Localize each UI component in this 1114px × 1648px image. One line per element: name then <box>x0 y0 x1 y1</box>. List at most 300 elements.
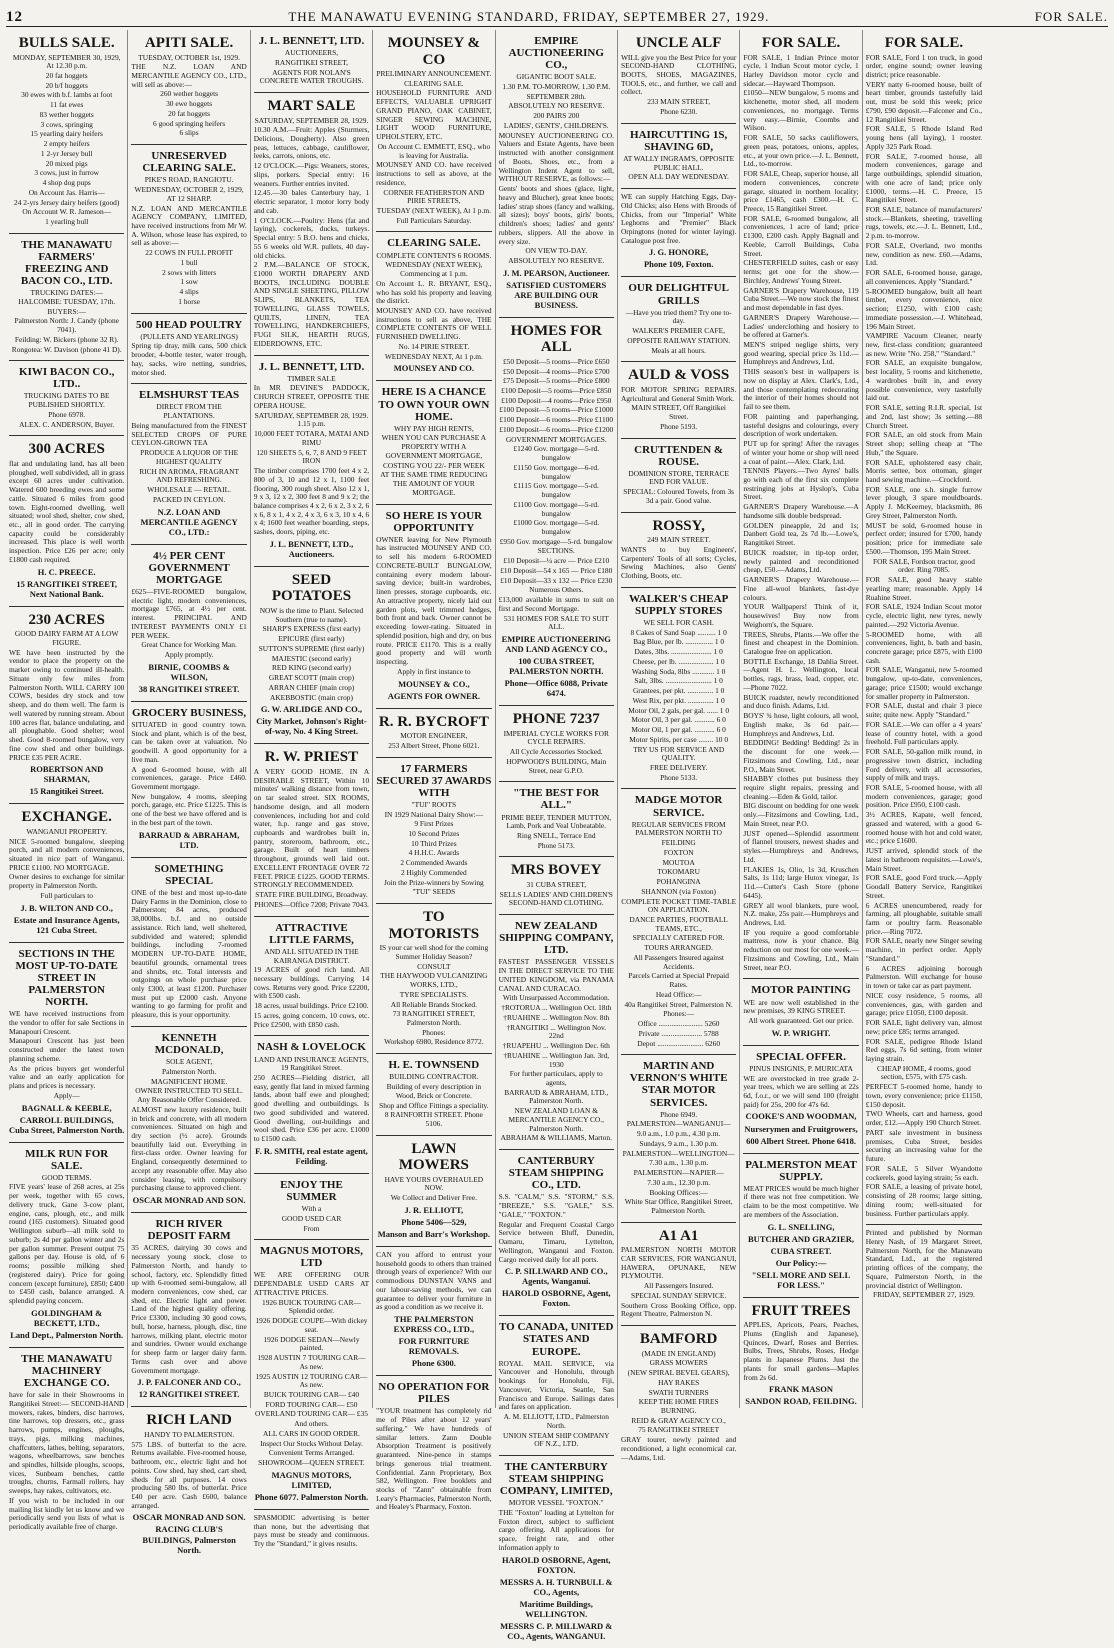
ad-body-line: UNION STEAM SHIP COMPANY OF N.Z., LTD. <box>503 1430 610 1449</box>
ad-body-line: WE are now well established in the new premises, 39 KING STREET. <box>743 997 859 1016</box>
advertisement <box>131 545 246 702</box>
ad-body-line: PALMERSTON—NAPIER— <box>633 1168 724 1178</box>
ad-body-line: †RUAHINE ... Wellington Nov. 8th <box>503 1012 610 1022</box>
ad-body-line: £1050—NEW bungalow, 5 rooms and kitchenette, motor shed, all modern conveniences, no mortgage. Terms very easy.—Birnie, Coombs and Wilson. <box>743 88 859 133</box>
ad-body-line: PINUS INSIGNIS, P. MURICATA <box>749 1063 853 1073</box>
ad-body-line: TRUCKING DATES:— HALCOMBE: TUESDAY, 17th. <box>18 288 116 306</box>
ad-body-line: IN 1929 National Dairy Show:— <box>384 809 484 819</box>
ad-body-line: FEILDING <box>661 838 696 848</box>
ad-body-line: 20 fat hoggets <box>168 108 211 118</box>
ad-body-line: Motor Oil, 3 per gal. ........... 6 0 <box>631 715 726 725</box>
ad-body-line: GREAT SCOTT (main crop) <box>268 673 355 683</box>
ad-body-line: STATE FIRE BUILDING, Broadway. <box>255 890 368 900</box>
ad-body-line: 260 wether hoggets <box>160 89 219 99</box>
ad-body-line: FOR SALE, an exquisite bungalow, best locality, 5 rooms and kitchenette, 4 wardrobes built in, and every possible convenience, very tastefully laid out. <box>865 358 983 403</box>
ad-body-line: FOR SALE, 5 Silver Wyandotte cockerels, good laying strain; 5s each. <box>865 1163 983 1182</box>
ad-body-line: 20 fat hoggets <box>45 70 88 80</box>
ad-body-line: 9 First Prizes <box>414 819 454 829</box>
ad-body-line: PRODUCE A LIQUOR OF THE HIGHEST QUALITY <box>140 448 239 466</box>
ad-body-line: GOOD TERMS. <box>41 1172 92 1182</box>
ad-body-line: £10 Deposit—33 x 132 — Price £230 <box>500 575 613 585</box>
ad-heading: WALKER'S CHEAP SUPPLY STORES <box>628 592 729 617</box>
ad-body-line: £1240 Gov. mortgage—5-rd. bungalow <box>513 444 600 463</box>
ad-signature: MAGNUS MOTORS, LIMITED, <box>271 1469 352 1490</box>
ad-body-line: A. M. ELLIOTT, LTD., Palmerston North. <box>503 1412 609 1430</box>
ad-body-line: WILL give you the Best Price for your SECOND-HAND CLOTHING, BOOTS, SHOES, MAGAZINES, TOOLS, etc., and further, we call and collect. <box>620 52 737 97</box>
ad-body-line: FOR SALE, good Ford truck.—Apply Goodall Battery Service, Rangitikei Street. <box>865 873 983 900</box>
ad-body-line: †ROTORUA ... Wellington Oct. 18th <box>501 1003 612 1013</box>
ad-body-line: 12.45.—30 bales Canterbury hay, 1 electric separator, 1 motor lorry body and cab. <box>253 188 370 215</box>
ad-body-line: FOR SALE, 6-roomed house, garage, all conveniences. Apply "Standard." <box>865 268 983 286</box>
advertisement <box>743 1154 858 1298</box>
ad-body-line: £100 Deposit—6 rooms—Price £1200 <box>499 424 614 434</box>
ad-body-line: If you wish to be included in our mailing list kindly let us know and we periodically send you lists of what is periodically available free of charge. <box>9 1495 125 1532</box>
advertisement <box>9 361 124 436</box>
advertisement <box>499 782 614 857</box>
ad-signature: "SELL MORE AND SELL FOR LESS." <box>751 1269 851 1290</box>
ad-body-line: FREE DELIVERY. <box>649 763 708 772</box>
masthead <box>6 8 1108 27</box>
ad-body-line: WE ARE OFFERING OUR DEPENDABLE USED CARS AT ATTRACTIVE PRICES. <box>253 1270 370 1297</box>
ad-signature: BIRNIE, COOMBS & WILSON, <box>148 661 230 682</box>
ad-body-line: Phones: <box>422 1027 446 1037</box>
advertisement <box>743 30 858 979</box>
ad-body-line: 4 slips <box>179 287 199 297</box>
ad-signature: GOLDINGHAM & BECKETT, LTD., <box>31 1307 103 1328</box>
ad-body-line: For further particulars, apply to agents, <box>509 1069 603 1087</box>
advertisement <box>9 30 124 234</box>
ad-body-line: As the prices buyers get wonderful value and an early application for plans and prices is necessary. <box>9 1063 125 1091</box>
ad-body-line: 250 ACRES—Fielding district, all easy, gently flat land in mixed farming lands, about half ewe and ploughed; good dwelling and outbuildings. Is two good subdivided and watered. Good dwelling, out-buildings and wool shed. Price £36 per acre. £1000 to £1500 cash. <box>253 1072 370 1144</box>
ad-body-line: Regular and Frequent Coastal Cargo Service between Bluff, Dunedin, Oamaru, Timaru, Lyttelton, Wellington, Wanganui and Foxton. Cargo received daily for all ports. <box>498 1219 614 1264</box>
advertisement <box>499 1150 614 1316</box>
ad-body-line: MAIN STREET, Off Rangitikei Street. <box>631 403 726 422</box>
column-4 <box>373 30 495 1512</box>
ad-body-line: 1 yearling bull <box>45 216 89 226</box>
ad-heading: J. L. BENNETT, LTD. <box>258 35 365 47</box>
ad-heading: THE CANTERBURY STEAM SHIPPING COMPANY, LIMITED, <box>499 1460 613 1498</box>
ad-body-line: SPASMODIC advertising is better than none, but the advertising that pays must be steady and continuous. Try the "Standard," it gives results. <box>253 1512 370 1549</box>
ad-body-line: 1 O'CLOCK.—Poultry: Hens (fat and laying), cockerels, ducks, turkeys. Special entry: 5 B.O. hens and chicks, 55 6 weeks old W.R. pullets, 40 day-old chicks. <box>253 215 370 260</box>
ad-body-line: WHOLESALE — RETAIL. <box>147 485 231 495</box>
ad-heading: HAIRCUTTING 1S, SHAVING 6D, <box>630 128 728 153</box>
advertisement <box>131 145 246 313</box>
ad-heading: MART SALE <box>267 98 356 115</box>
ad-heading: SOMETHING SPECIAL <box>154 862 224 887</box>
ad-body-line: 200 PAIRS 200 <box>533 111 580 121</box>
ad-signature: Phone—Office 6088, Private 6474. <box>504 678 608 699</box>
ad-heading: MRS BOVEY <box>511 862 602 879</box>
ad-heading: CLEARING SALE. <box>387 237 481 250</box>
ad-body-line: 249 MAIN STREET. <box>647 535 711 545</box>
ad-body-line: OVERLAND TOURING CAR— £35 <box>255 1409 368 1419</box>
advertisement <box>621 1223 736 1326</box>
advertisement <box>376 232 491 381</box>
ad-body-line: PRELIMINARY ANNOUNCEMENT. <box>376 69 492 78</box>
advertisement <box>254 1174 369 1240</box>
ad-body-line: 20 mixed pigs <box>45 158 88 168</box>
ad-body-line: Numerous Others. <box>529 585 584 595</box>
ad-body-line: FOR SALE, 5-roomed house, with all modern conveniences, garage; good position. Price £950, £100 cash. <box>865 782 983 810</box>
ad-body-line: GOVERNMENT MORTGAGES. <box>505 434 607 444</box>
ad-heading: "THE BEST FOR ALL." <box>513 787 600 812</box>
ad-body-line: 31 CUBA STREET, <box>526 879 587 889</box>
advertisement <box>376 1136 491 1247</box>
ad-body-line: WE have received instructions from the vendor to offer for sale Sections in Manapouri Crescent. <box>9 1009 125 1036</box>
ad-signature: CARROLL BUILDINGS, Cuba Street, Palmerston North. <box>9 1114 125 1135</box>
ad-heading: RICH RIVER DEPOSIT FARM <box>147 1218 231 1243</box>
ad-body-line: 1.30 P.M. TO-MORROW, 1.30 P.M. <box>502 82 611 92</box>
ad-signature: 100 CUBA STREET, PALMERSTON NORTH. <box>509 656 604 677</box>
ad-body-line: 3 cows, springing <box>40 119 93 129</box>
ad-body-line: HANDY TO PALMERSTON. <box>144 1429 235 1439</box>
ad-body-line: ABRAHAM & WILLIAMS, Marton. <box>500 1133 612 1143</box>
ad-heading: TO CANADA, UNITED STATES AND EUROPE. <box>499 1321 614 1358</box>
ad-body-line: A good 6-roomed house, with all conveniences, garage. Price £460. Government mortgage. <box>131 764 247 791</box>
advertisement <box>621 439 736 513</box>
ad-body-line: FOR SALE, pedigree Rhode Island Red eggs, 7s 6d setting, from winter laying strain. <box>865 1036 983 1064</box>
ad-body-line: Parcels Carried at Special Prepaid Rates. <box>628 971 729 990</box>
ad-body-line: "YOUR treatment has completely rid me of Piles after about 12 years' suffering." We have hundreds of similar letters. Zann Double Absorption Treatment is positively guaranteed. Nine-pence in stamps brings generous trial treatment. Confidential. Zann Proprietary, Box 582, Wellington. Free booklets and stocks of "Zann" obtainable from Leary's Pharmacies, Palmerston North, and Healey's Pharmacy, Foxton. <box>376 1406 492 1512</box>
ad-body-line: Gents' boots and shoes (glace, light, heavy and Blucher), great knee boots; ladies' strap shoes (fancy and walking, all sizes); boys' boots, girls' boots, children's shoes; ladies' and gents' rubbers, slippers. All the above in every size. <box>498 184 614 246</box>
ad-body-line: Inspect Our Stocks Without Delay. <box>260 1438 363 1448</box>
ad-body-line: 253 Albert Street, Phone 6021. <box>388 740 480 750</box>
ad-body-line: FOR SALE, Fordson tractor, good order. Ring 7085. <box>872 556 975 575</box>
ad-body-line: Phone 5173. <box>537 840 575 850</box>
ad-body-line: 83 wether hoggets <box>39 109 94 119</box>
ad-body-line: CLEARING SALE. <box>404 78 464 88</box>
ad-body-line: 1925 AUSTIN 12 TOURING CAR—As new. <box>255 1371 368 1390</box>
ad-body-line: Palmerston North. <box>161 1066 217 1076</box>
ad-body-line: REGULAR SERVICES FROM PALMERSTON NORTH TO <box>631 819 726 838</box>
ad-body-line: All Passengers Insured. <box>643 1281 714 1291</box>
ad-body-line: RICH IN AROMA, FRAGRANT AND REFRESHING. <box>139 466 239 485</box>
ad-body-line: 3 cows, just in furrow <box>34 168 100 178</box>
ad-body-line: S.S. "CALM," S.S. "STORM," S.S. "BREEZE," S.S. "GALE," S.S. "GALE," "FOXTON." <box>498 1192 614 1219</box>
ad-body-line: FIVE years' lease of 268 acres, at 25s per week, together with 65 cows, delivery truck, Gane 3-cow plant, engine, cans, plough, etc., and milk round (165 customers). Situated good Wellington suburb—all milk sold to suburb; 2s 4d per gallon winter and 2s per gallon summer. Present output 75 gallons per day. House is old, of 6 rooms; possible milking shed (registered dairy). Price for going concern (except furniture), £850; £400 to £450 cash, balance arranged. A splendid paying concern. <box>9 1182 125 1306</box>
ad-body-line: WE are overstocked in tree grade 2-year trees, which we are selling at 22s 6d, f.o.r., or we will send 100 (freight paid) for 25s, 200 for 47s 6d. <box>743 1073 859 1109</box>
ad-body-line: GOOD DAIRY FARM AT A LOW FIGURE. <box>14 629 119 647</box>
ad-body-line: TOURS ARRANGED. <box>644 943 713 953</box>
ad-body-line: 9.0 a.m., 1.0 p.m., 4.30 p.m. <box>636 1129 721 1139</box>
ad-body-line: 1926 BUICK TOURING CAR—Splendid order. <box>262 1297 361 1316</box>
ad-body-line: WALKER'S PREMIER CAFE, <box>632 326 725 336</box>
ad-body-line: GARNER'S Drapery Warehouse.—Fine all-wool blankets, fast-dye colours. <box>743 575 859 602</box>
ad-body-line: MUST be sold, 6-roomed house in perfect order; insured for £700, handy position; price for immediate sale £500.—Thomson, 195 Main Street. <box>865 520 983 556</box>
ad-body-line: 8 Cakes of Sand Soap .......... 1 0 <box>630 627 727 637</box>
ad-body-line: "TUI" SEEDS <box>412 887 456 897</box>
ad-body-line: All work guaranteed. Get our price. <box>748 1015 854 1025</box>
advertisement <box>254 567 369 744</box>
ad-body-line: £13,000 available in sums to suit on first and Second Mortgage. <box>498 595 614 613</box>
ad-body-line: £10 Deposit—54 x 165 — Price £180 <box>500 565 613 575</box>
ad-body-line: BUICK TOURING CAR— £40 <box>263 1390 360 1399</box>
ad-body-line: NEW ZEALAND LOAN & MERCANTILE AGENCY CO., Palmerston North. <box>508 1106 604 1133</box>
ad-signature: AGENTS FOR OWNER. <box>387 690 481 701</box>
ad-body-line: BARRAUD & ABRAHAM, LTD., Palmerston North. <box>504 1087 609 1106</box>
ad-body-line: PRIME BEEF, TENDER MUTTON, Lamb, Pork and Veal Unbeatable. <box>501 812 612 831</box>
ad-body-line: Manapouri Crescent has just been constructed under the latest town planning scheme. <box>9 1036 125 1063</box>
ad-body-line: SUTTON'S SUPREME (first early) <box>258 643 365 653</box>
ad-signature: BARRAUD & ABRAHAM, LTD. <box>138 829 240 850</box>
ad-heading: FRUIT TREES <box>751 1302 851 1319</box>
ad-body-line: ALEX. C. ANDERSON, Buyer. <box>19 419 115 429</box>
ad-body-line: 10,000 FEET TOTARA, MATAI AND RIMU <box>254 429 369 447</box>
ad-body-line: FOR SALE, 5 Rhode Island Red young hens (all laying), 1 rooster. Apply 325 Park Road. <box>865 124 983 151</box>
ad-body-line: LADIES', GENTS', CHILDREN'S. <box>503 120 609 130</box>
ad-body-line: Being manufactured from the FINEST SELECTED CROPS OF PURE CEYLON-GROWN TEA <box>131 420 247 448</box>
ad-body-line: No. 14 PIRIE STREET. <box>398 341 470 351</box>
ad-signature: Phone 5406—529, <box>401 1216 467 1227</box>
ad-body-line: Cheese, per lb. ................... 1 0 <box>632 656 725 666</box>
advertisement <box>376 381 491 504</box>
ad-body-line: 3½ ACRES, Kapate, well fenced, grassed and watered, with a good 6-roomed house with hot and cold water, etc.; price £1600. <box>865 810 983 846</box>
advertisement <box>499 1316 614 1456</box>
ad-body-line: 5-ROOMED bungalow, built all heart timber, every convenience, nice section; £1250, with £100 cash; immediate possession.—J. Whitehead, 196 Main Street. <box>865 286 983 331</box>
ad-body-line: IS your car well shod for the coming Summer Holiday Season? <box>379 943 489 961</box>
ad-body-line: 8 RAINFORTH STREET. Phone 5106. <box>384 1110 483 1128</box>
ad-body-line: PACKED IN CEYLON. <box>152 494 226 504</box>
advertisement <box>254 1240 369 1510</box>
ad-body-line: CAN you afford to entrust your household goods to others than trained through years of experience? With our commodious DUNSTAN VANS and our labour-saving methods, we can guarantee to deliver your furniture in as good a condition as we receive it. <box>376 1249 492 1312</box>
ad-body-line: BUILDING CONTRACTOR. <box>389 1072 479 1082</box>
ad-body-line: 2 Highly Commended <box>401 867 467 877</box>
ad-body-line: Phone 5133. <box>660 772 698 782</box>
ad-body-line: Depot ......................... 6260 <box>637 1038 721 1048</box>
ad-body-line: All Passengers Insured against Accidents. <box>633 952 724 971</box>
ad-heading: MILK RUN FOR SALE. <box>25 1147 109 1172</box>
ad-body-line: (MADE IN ENGLAND) <box>641 1348 716 1358</box>
newspaper-title: THE MANAWATU EVENING STANDARD, FRIDAY, SEPTEMBER 27, 1929. <box>288 9 770 24</box>
ad-body-line: Great Chance for Working Man. <box>141 640 237 650</box>
ad-body-line: Phones:— <box>663 1009 695 1019</box>
ad-signature: HAROLD OSBORNE, Agent, Foxton. <box>501 1288 611 1309</box>
ad-body-line: SPECIAL: Coloured Towels, from 3s 3d a pair. Good value. <box>623 487 735 505</box>
ad-body-line: GARNER'S Drapery Warehouse, 119 Cuba Street.—We now stock the finest and most dependable in fast dyes. <box>743 285 859 313</box>
ad-body-line: ALMOST new luxury residence, built in brick and concrete, with all modern conveniences. Situated on high and dry section (½ acre). Grounds beautifully laid out. Everything in first-class order. Owner leaving for England, consequently determined to accept any reasonable offer. May also consider leasing, with compulsory purchasing clause to approved client. <box>131 1104 247 1193</box>
ad-body-line: On Account Jas. Harris— <box>28 187 105 197</box>
ad-body-line: FOR SALE, Wanganui, new 5-roomed bungalow, up-to-date, conveniences, garage; price £1500; would exchange for smaller property in Palmerston. <box>865 665 983 701</box>
ad-body-line: FOR SALE, Overland, two months new, condition as new. £60.—Adams, Ltd. <box>865 240 983 268</box>
ad-body-line: have for sale in their Showrooms in Rangitikei Street:— SECOND-HAND mowers, rakes, binders, disc harrows, tine harrows, top dressers, etc., grass harrows, pumps, engines, ploughs, trays, pigs, milking machines, chaffcutters, lathes, belting, separators, wagons, wheelbarrows, saw benches and spindles, hillside ploughs, scoops, vices, Sunbeam benches, cattle troughs, churns, Farmall rollers, hay sweeps, hay rakes, cultivators, etc. <box>9 1390 125 1496</box>
ad-heading: R. W. PRIEST <box>264 749 359 766</box>
ad-body-line: Shop and Office Fittings a speciality. <box>379 1100 489 1110</box>
ad-body-line: FOR SALE, Cheap, superior house, all modern conveniences, concrete garage, situated in northern locality; price £1465, cash £300.—H. C. Preece, 15 Rangitikei Street. <box>743 169 859 213</box>
ad-body-line: RANGITIKEI STREET, <box>275 57 348 67</box>
ad-body-line: £100 Deposit—5 rooms—Price £850 <box>501 385 612 395</box>
ad-body-line: BUICK roadster, newly reconditioned and duco finish. Adams, Ltd. <box>743 692 859 711</box>
ad-body-line: YOUR Wallpapers! Think of it, housewives! Buy now from Weighorn's, the Square. <box>743 602 859 629</box>
ad-body-line: GREY all wool blankets, pure wool, N.Z. make, 25s pair.—Humphreys and Andrews, Ltd. <box>743 900 859 927</box>
ad-body-line: CORNER FEATHERSTON AND PIRIE STREETS, <box>383 187 485 206</box>
ad-body-line: OPEN ALL DAY WEDNESDAY. <box>628 172 729 182</box>
ad-body-line: Phone 6978. <box>48 409 86 419</box>
ad-body-line: HAY RAKES <box>658 1377 700 1387</box>
advertisement <box>376 1376 491 1518</box>
ad-body-line: MOTOR VESSEL "FOXTON." <box>508 1498 604 1508</box>
ad-body-line: —Have you tried them? Try one to-day. <box>625 307 732 326</box>
ad-body-line: ON VIEW TO-DAY. <box>525 246 588 256</box>
advertisement <box>376 904 491 1054</box>
ad-body-line: Phone 6949. <box>660 1109 698 1119</box>
advertisement <box>621 362 736 438</box>
ad-heading: PHONE 7237 <box>512 711 600 728</box>
ad-body-line: TOKOMARU <box>657 867 700 877</box>
advertisement <box>743 1046 858 1154</box>
ad-heading: H. E. TOWNSEND <box>388 1059 480 1072</box>
ad-body-line: SITUATED in good country town. Stock and plant, which is of the best, can be taken over at valuation. No goodwill. A good opportunity for a live man. <box>131 719 247 764</box>
ad-signature: MESSRS C. P. MILLWARD & CO., Agents, WANGANUI. <box>500 1620 613 1641</box>
advertisement <box>621 30 736 124</box>
ad-body-line: 75 RANGITIKEI STREET <box>638 1425 720 1435</box>
ad-body-line: GIGANTIC BOOT SALE. <box>516 72 597 82</box>
advertisement <box>621 789 736 1055</box>
ad-heading: NO OPERATION FOR PILES <box>378 1381 490 1406</box>
ad-body-line: 2 Commended Awards <box>400 858 468 868</box>
ad-body-line: (PULLETS AND YEARLINGS) <box>140 331 238 341</box>
ad-body-line: MOUNSEY AND CO. have received instructions to sell as above, THE COMPLETE CONTENTS OF WELL FURNISHED DWELLING. <box>376 305 492 342</box>
ad-body-line: 15 acres, going concern, 10 cows, etc. Price £2500, with £850 cash. <box>253 1010 370 1029</box>
advertisement <box>621 1055 736 1222</box>
ad-heading: RICH LAND <box>146 1412 232 1429</box>
advertisement <box>9 1348 124 1538</box>
ad-body-line: 7.30 a.m., 1.30 p.m. <box>649 1158 709 1168</box>
ad-body-line: Motor Oil, 2 gals, per gal. ...... 1 0 <box>628 705 730 715</box>
ad-body-line: West Rix, per pkt. .............. 1 0 <box>632 695 725 705</box>
column-7 <box>740 30 862 1408</box>
ad-signature: J. B. WILTON AND CO., <box>20 902 113 913</box>
ad-body-line: Rongotea: W. Davison (phone 41 D). <box>11 344 122 354</box>
ad-signature: CUBA STREET. <box>770 1245 832 1256</box>
ad-body-line: Office ........................ 5260 <box>637 1019 720 1029</box>
ad-body-line: PALMERSTON NORTH MOTOR CAR SERVICES, FOR WANGANUI, HAWERA, OPUNAKE, NEW PLYMOUTH. <box>620 1245 737 1281</box>
ad-body-line: THIS season's best in wallpapers is now on display at Alex. Clark's, Ltd., and those contemplating redecorating the interior of their homes should not fail to see them. <box>743 367 859 412</box>
ad-body-line: 2 empty heifers <box>43 139 90 149</box>
ad-body-line: CONSULT <box>417 961 451 971</box>
masthead-section-label: FOR SALE. <box>1034 9 1108 24</box>
ad-body-line: £100 Deposit—4 rooms—Price £950 <box>501 395 612 405</box>
ad-signature: Maritime Buildings, WELLINGTON. <box>519 1598 593 1619</box>
advertisement <box>131 702 246 858</box>
ad-heading: MOUNSEY & CO <box>387 35 481 68</box>
ad-body-line: WHY PAY HIGH RENTS, <box>393 423 474 433</box>
ad-body-line: WEDNESDAY NEXT, At 1 p.m. <box>384 351 483 361</box>
ad-body-line: A VERY GOOD HOME. IN A DESIRABLE STREET, Within 10 minutes' walking distance from town, on tar sealed street. SIX ROOMS, handsome design, and all modern conveniences, including hot and cold water, h.p. range and gas stove, cupboards and wardrobes built in, pantry, storeroom, bathroom, etc., garage. Built of heart timbers throughout, grounds well laid out. EXCELLENT FRONTAGE OVER 72 FEET. PRICE £1225. GOOD TERMS. STRONGLY RECOMMENDED. <box>253 766 370 890</box>
ad-body-line: IF you require a good comfortable mattress, now is your chance. Big reduction on our most for one week.—Fitzsimons and Cowling, Ltd., Main Street, near P.O. <box>743 927 859 972</box>
ad-body-line: £1100 Gov. mortgage—5-rd. bungalow <box>513 499 599 518</box>
ad-body-line: (NEW SPIRAL BEVEL GEARS), <box>627 1368 730 1378</box>
ad-body-line: COSTING YOU 22/- PER WEEK <box>382 460 485 470</box>
ad-body-line: MAJESTIC (second early) <box>271 653 352 663</box>
ad-heading: HERE IS A CHANCE TO OWN YOUR OWN HOME. <box>378 386 490 423</box>
advertisement <box>499 706 614 782</box>
column-6 <box>618 30 740 1462</box>
ad-body-line: FOR SALE, good heavy stable yearling mare; reasonable. Apply 14 Ruahine Street. <box>865 575 983 602</box>
ad-body-line: MAGNIFICENT HOME. <box>150 1076 228 1086</box>
ad-heading: THE MANAWATU MACHINERY EXCHANGE CO. <box>21 1352 113 1389</box>
ad-signature: BUTCHER AND GRAZIER, <box>748 1233 855 1244</box>
ad-body-line: TRUCKING DATES TO BE PUBLISHED SHORTLY. <box>23 391 110 410</box>
advertisement <box>254 1510 369 1555</box>
ad-body-line: †RUAHINE ... Wellington Jan. 3rd, 1930 <box>503 1050 610 1069</box>
ad-body-line: 1 sow <box>180 277 198 287</box>
ad-body-line: WE have been instructed by the vendor to place the property on the market owing to continued ill-health. Situate only few miles from Palmerston North. WILL CARRY 100 COWS, besides dry stock and tow sheep, and do them well. The farm is well watered by running stream. About 100 acres flat, balance undulating, and all ploughable. Good shelter; wool shed. Good 8-roomed bungalow, very fine cow shed and other buildings. PRICE £35 PER ACRE. <box>9 647 125 762</box>
ad-heading: HOMES FOR ALL <box>510 322 602 356</box>
ad-body-line: FOR MOTOR SPRING REPAIRS. Agricultural and General Smith Work. <box>620 384 737 403</box>
ad-body-line: £950 Gov. mortgage—5-rd. bungalow <box>499 536 613 546</box>
ad-body-line: 15 yearling dairy heifers <box>30 129 103 139</box>
page-number: 12 <box>6 8 23 25</box>
ad-heading: ROSSY, <box>652 517 705 534</box>
advertisement <box>131 384 246 544</box>
ad-body-line: FOR SALE, 1 Indian Prince motor cycle, 1 Indian Scout motor cycle, 1 Harley Davidson motor cycle and sidecar.—Hayward Thompson. <box>743 52 859 88</box>
ad-body-line: TWO Wheels, cart and harness, good order, £12.—Apply 190 Church Street. <box>865 1109 983 1128</box>
ad-body-line: 40a Rangitikei Street, Palmerston N. <box>624 999 733 1009</box>
ad-heading: TO MOTORISTS <box>388 909 480 942</box>
ad-signature: Estate and Insurance Agents, 121 Cuba Street. <box>13 914 120 935</box>
ad-body-line: MOUNSEY AUCTIONEERING CO. Valuers and Estate Agents, have been instructed with another consignment of Boots, Shoes, etc., from a Wellington Indent Agent to sell, WITHOUT RESERVE, as follows:— <box>498 130 614 184</box>
ad-body-line: 2 P.M.—BALANCE OF STOCK, £1000 WORTH DRAPERY AND BOOTS, INCLUDING DOUBLE AND SINGLE SHEETING, PILLOW SLIPS, BLANKETS, TEA TOWELLING, GLASS TOWELS, QUILTS, LINEN, TEA TOWELLING, HANDKERCHIEFS, FUGI SILK, HEARTH RUGS, EIDERDOWNS, ETC. <box>253 260 370 348</box>
advertisement <box>621 124 736 189</box>
ad-heading: EXCHANGE. <box>21 809 112 826</box>
advertisement <box>131 30 246 145</box>
ad-body-line: MEN'S striped neglige shirts, very good wearing, special price 3s 11d.—Humphreys and Andrews, Ltd. <box>743 340 859 367</box>
ad-body-line: Head Office:— <box>655 989 702 999</box>
ad-signature: RACING CLUB'S BUILDINGS, Palmerston North. <box>142 1524 236 1555</box>
advertisement <box>621 588 736 790</box>
ad-body-line: Printed and published by Norman Henry Nash, of 19 Margaret Street, Palmerston North, for the Manawatu Standard, Ltd., at the registered printing offices of the company, the Square, Palmerston North, in the provincial district of Wellington. <box>865 1228 983 1290</box>
advertisement <box>499 318 614 706</box>
ad-body-line: ABSOLUTELY NO RESERVE. <box>508 101 605 111</box>
ad-body-line: ALL CARS IN GOOD ORDER. <box>263 1428 360 1438</box>
ad-body-line: MOTOR ENGINEER, <box>400 731 468 741</box>
ad-body-line: £1150 Gov. mortgage—6-rd. bungalow <box>513 462 599 481</box>
advertisement <box>866 1225 982 1306</box>
ad-body-line: FOR SALE, 50-gallon milk round, in progressive town district, including Ford delivery, with all accessories, supply of milk and trays. <box>865 747 983 783</box>
ad-heading: UNCLE ALF <box>635 35 722 51</box>
ad-body-line: FOR SALE, a leasing of private hotel, consisting of 28 rooms; large sitting, dining room; well-situated for business. Further particulars apply. <box>865 1182 983 1218</box>
ad-body-line: 73 RANGITIKEI STREET, Palmerston North. <box>392 1009 475 1027</box>
column-5 <box>496 30 618 1641</box>
ad-body-line: SATURDAY, SEPTEMBER 28, 1929. 1.15 p.m. <box>254 410 369 429</box>
ad-body-line: £100 Deposit—5 rooms—Price £1000 <box>499 405 614 415</box>
ad-body-line: LAND AND INSURANCE AGENTS, 19 Rangitikei Street. <box>254 1054 369 1073</box>
ad-heading: SPECIAL OFFER. <box>756 1050 846 1063</box>
ad-body-line: 233 MAIN STREET, <box>647 97 711 107</box>
ad-body-line: GOOD USED CAR <box>281 1213 342 1223</box>
ad-body-line: WE can supply Hatching Eggs, Day-Old Chicks; also Hens with Broods of Chicks, from our "Imperial" White Leghorns and "Premier" Black Orpingtons (noted for winter laying). Catalogue post free. <box>620 192 737 245</box>
ad-body-line: JUST opened—Splendid assortment of flannel trousers, newest shades and styles.—Humphreys and Andrews, Ltd. <box>743 828 859 864</box>
ad-signature: J. P. FALCONER AND CO., <box>137 1377 241 1388</box>
ad-body-line: THE "Foxton" loading at Lyttelton for Foxton direct, subject to sufficient cargo offering. All applications for space, freight rate, and other information apply to <box>498 1507 614 1552</box>
ad-signature: OSCAR MONRAD AND SON. <box>132 1195 246 1206</box>
ad-body-line: NOW is the time to Plant. Selected Southern (true to name). <box>259 605 364 624</box>
ad-body-line: FOR SALE, setting R.I.R. special, 1st and 2nd, last show; 3s setting.—88 Church Street. <box>865 403 983 430</box>
ad-body-line: SELLS LADIES' AND CHILDREN'S SECOND-HAND CLOTHING. <box>499 889 613 908</box>
ad-body-line: Phone 5193. <box>660 421 698 431</box>
ad-body-line: FASTEST PASSENGER VESSELS IN THE DIRECT SERVICE TO THE UNITED KINGDOM, via PANAMA CANAL AND CURACAO. <box>498 957 614 993</box>
column-8 <box>863 30 985 1408</box>
advertisement <box>499 857 614 915</box>
ad-body-line: FOR SALE, 7-roomed house, all modern conveniences, garage and large outbuildings, splendid situation, with one acre of land; price only £1000, terms.—H. C. Preece, 15 Rangitikei Street. <box>865 151 983 205</box>
ad-body-line: Phone 6230. <box>660 106 698 116</box>
ad-body-line: WEDNESDAY (NEXT WEEK), Commencing at 1 p.m. <box>385 260 483 279</box>
ad-body-line: FOR SALE, one s.h. single furrow lever plough, 3 spare mouldboards. Apply J. McKeerney, blacksmith, 86 Grey Street, Palmerston North. <box>865 484 983 520</box>
ad-heading: NASH & LOVELOCK <box>257 1041 366 1054</box>
ad-body-line: JUST arrived, splendid stock of the latest in bathroom requisites.—Lowe's, Main Street. <box>865 846 983 873</box>
ad-body-line: On Account L. R. BRYANT, ESQ., who has sold his property and leaving the district. <box>376 278 492 306</box>
ad-body-line: AGENTS FOR NOLAN'S CONCRETE WATER TROUGHS. <box>259 67 364 86</box>
